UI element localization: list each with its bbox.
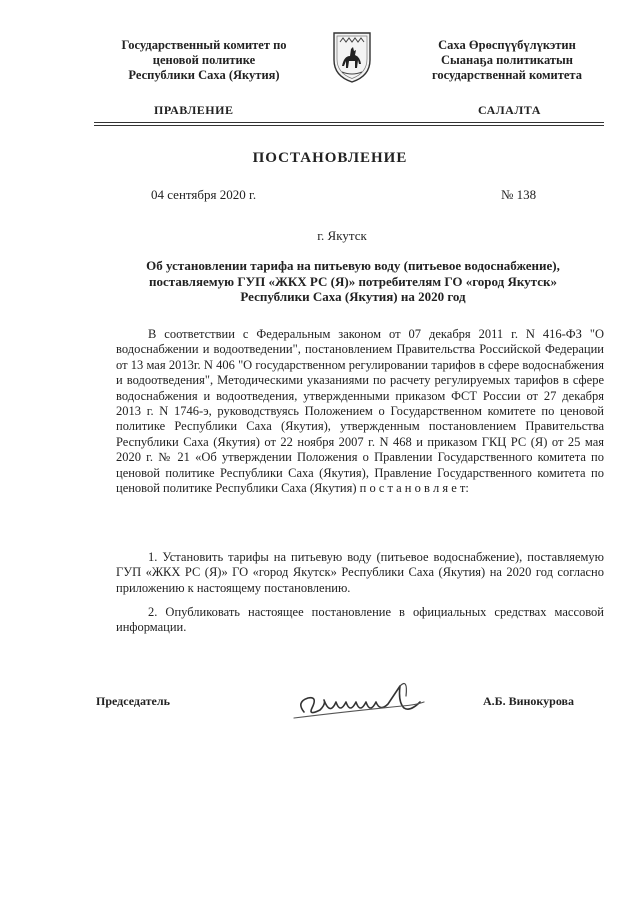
subject-line-2: поставляемую ГУП «ЖКХ РС (Я)» потребителям ГО «город Якутск»	[149, 273, 557, 289]
document-city: г. Якутск	[317, 228, 367, 243]
preamble-paragraph: В соответствии с Федеральным законом от 07 декабря 2011 г. N 416-ФЗ "О водоснабжении и водоотведении", постановлением Правительства Российской Федерации от 13 мая 2013г. N 406 "О государственном регулировании тарифов в сфере водоснабжения и водоотведения", Методическими указаниями по расчету регулируемых тарифов в сфере водоснабжения и водоотведения, утвержденными приказом ФСТ России от 27 декабря 2013 г. N 1746-э, руководствуясь Положением о Государственном комитете по ценовой политике Республики Саха (Якутия), утвержденным постановлением Правительства Республики Саха (Якутия) от 22 ноября 2007 г. N 468 и приказом ГКЦ РС (Я) от 25 мая 2020 г. № 21 «Об утверждении Положения о Правлении Государственного комитета по ценовой политике Республики Саха (Якутия), Правление Государственного комитета по ценовой политике Республики Саха (Якутия) п о с т а н о в л я е т:	[116, 327, 604, 496]
header-right-line-1: Саха Өрөспүүбүлүкэтин	[438, 38, 576, 52]
document-type-title: ПОСТАНОВЛЕНИЕ	[252, 150, 408, 166]
header-right-line-2: Сыанаҕа политикатын	[441, 53, 573, 67]
signer-name: А.Б. Винокурова	[483, 694, 575, 708]
header-left-subtitle: ПРАВЛЕНИЕ	[154, 103, 234, 117]
header-divider-top	[94, 122, 604, 123]
header-left-line-1: Государственный комитет по	[121, 38, 287, 52]
document-date: 04 сентября 2020 г.	[151, 187, 257, 202]
document-number: № 138	[501, 187, 537, 202]
resolution-item-1: 1. Установить тарифы на питьевую воду (питьевое водоснабжение), поставляемую ГУП «ЖКХ РС (Я)» ГО «город Якутск» Республики Саха (Якутия) на 2020 год согласно приложению к настоящему постановлению.	[116, 550, 604, 595]
subject-line-3: Республики Саха (Якутия) на 2020 год	[240, 289, 466, 304]
signer-role: Председатель	[96, 694, 170, 708]
handwritten-signature-icon	[282, 672, 442, 732]
coat-of-arms-emblem-icon	[330, 30, 374, 84]
header-left-line-2: ценовой политике	[152, 53, 256, 67]
header-left-line-3: Республики Саха (Якутия)	[128, 68, 280, 82]
header-divider-bottom	[94, 125, 604, 126]
subject-line-1: Об установлении тарифа на питьевую воду (питьевое водоснабжение),	[146, 258, 560, 273]
document-subject	[90, 258, 616, 305]
header-right-block	[396, 38, 618, 83]
header-left-block	[98, 38, 310, 83]
resolution-item-2: 2. Опубликовать настоящее постановление в официальных средствах массовой информации.	[116, 605, 604, 635]
header-right-subtitle: САЛАЛТА	[478, 103, 541, 117]
header-right-line-3: государственнай комитета	[432, 68, 582, 82]
